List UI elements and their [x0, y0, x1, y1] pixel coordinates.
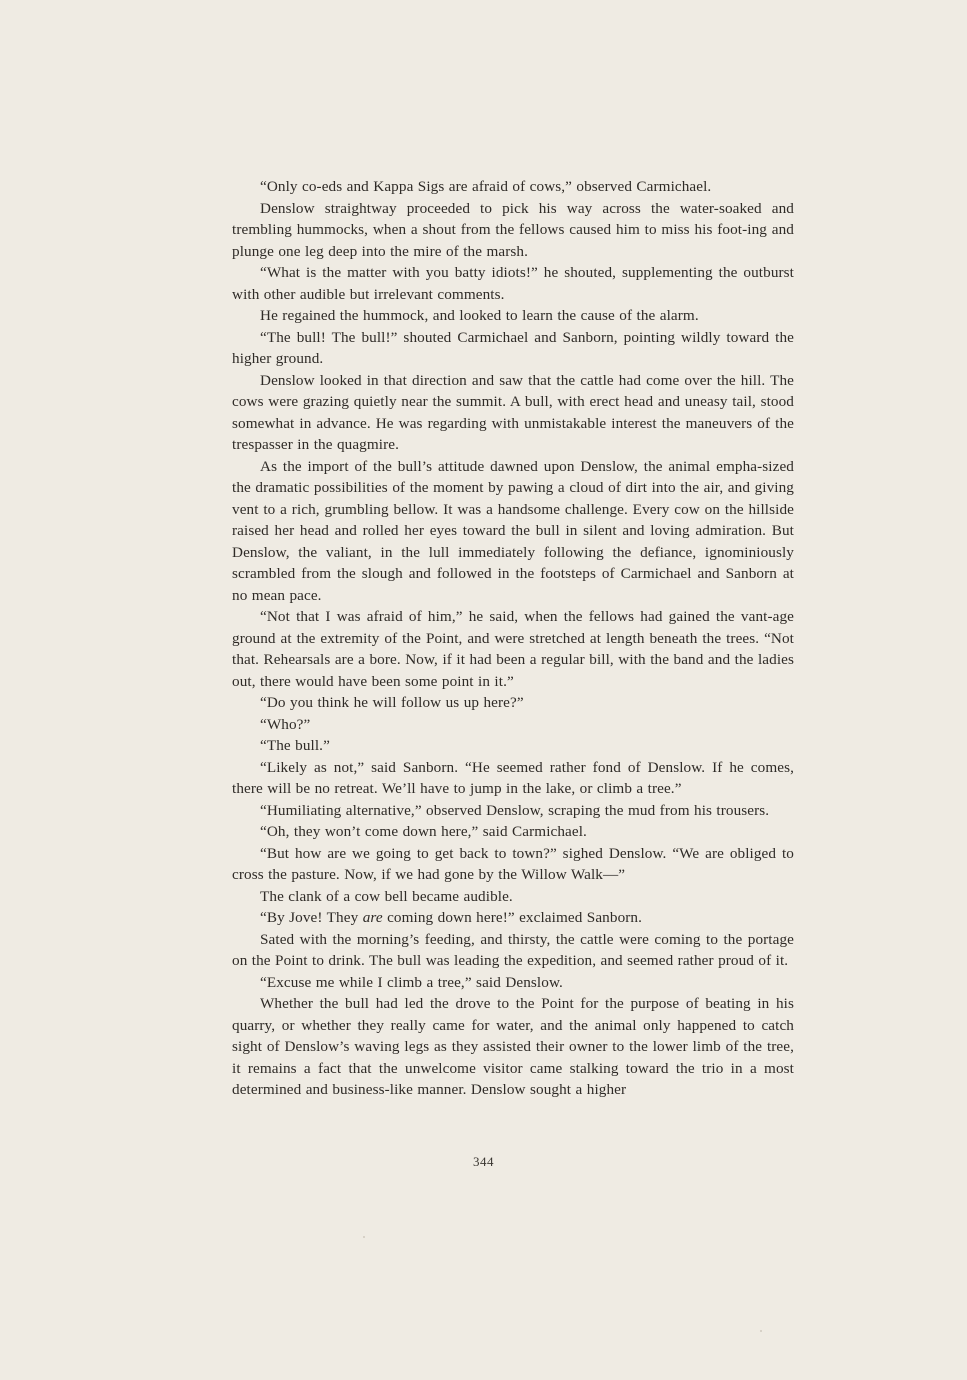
paragraph: “Oh, they won’t come down here,” said Carmichael. [260, 823, 587, 840]
paragraph: As the import of the bull’s attitude dawned upon Denslow, the animal empha-sized the dramatic possibilities of the moment by pawing a cloud of dirt into the air, and giving vent to a rich, grumbling bellow. It was a handsome challenge. Every cow on the hillside raised her head and rolled her eyes toward the bull in silent and loving admiration. But Denslow, the valiant, in the lull immediately following the defiance, ignominiously scrambled from the slough and followed in the footsteps of Carmichael and Sanborn at no mean pace. [232, 457, 794, 604]
paragraph: Sated with the morning’s feeding, and thirsty, the cattle were coming to the portage on the Point to drink. The bull was leading the expedition, and seemed rather proud of it. [232, 930, 794, 969]
by-jove-before: “By Jove! They [260, 909, 363, 926]
paragraph: “But how are we going to get back to town?” sighed Denslow. “We are obliged to cross the pasture. Now, if we had gone by the Willow Walk—” [232, 844, 794, 883]
paper-speck [363, 1236, 365, 1238]
emphasis-word: are [362, 909, 383, 926]
paragraph: “Only co-eds and Kappa Sigs are afraid of cows,” observed Carmichael. [260, 178, 712, 195]
paper-speck [760, 1330, 762, 1332]
paragraph: The clank of a cow bell became audible. [260, 887, 513, 905]
paragraph: Denslow looked in that direction and saw that the cattle had come over the hill. The cows were grazing quietly near the summit. A bull, with erect head and uneasy tail, stood somewhat in advance. He was regarding with unmistakable interest the maneuvers of the trespasser in the quagmire. [232, 371, 794, 453]
paragraph: Denslow straightway proceeded to pick his way across the water-soaked and trembling hummocks, when a shout from the fellows caused him to miss his foot-ing and plunge one leg deep into the mire of the marsh. [232, 199, 794, 260]
body-text [232, 176, 794, 1101]
paragraph: Whether the bull had led the drove to the Point for the purpose of beating in his quarry, or whether they really came for water, and the animal only happened to catch sight of Denslow’s waving legs as they assisted their owner to the lower limb of the tree, it remains a fact that the unwelcome visitor came stalking toward the trio in a most determined and business-like manner. Denslow sought a higher [232, 995, 794, 1098]
paragraph: “Likely as not,” said Sanborn. “He seemed rather fond of Denslow. If he comes, there will be no retreat. We’ll have to jump in the lake, or climb a tree.” [232, 758, 794, 797]
by-jove-after: coming down here!” exclaimed Sanborn. [382, 909, 643, 926]
paragraph: “What is the matter with you batty idiots!” he shouted, supplementing the outburst with other audible but irrelevant comments. [232, 264, 794, 303]
paragraph-with-emphasis [232, 907, 794, 929]
paragraph: “The bull! The bull!” shouted Carmichael and Sanborn, pointing wildly toward the higher ground. [232, 328, 794, 367]
paragraph: “Excuse me while I climb a tree,” said Denslow. [260, 973, 563, 991]
page-number: 344 [473, 1154, 494, 1169]
paragraph: “Do you think he will follow us up here?” [260, 694, 524, 711]
paragraph: “Not that I was afraid of him,” he said, when the fellows had gained the vant-age ground at the extremity of the Point, and were stretched at length beneath the trees. “Not that. Rehearsals are a bore. Now, if it had been a regular bill, with the band and the ladies out, there would have been some point in it.” [232, 608, 794, 690]
paragraph: “Humiliating alternative,” observed Denslow, scraping the mud from his trousers. [260, 801, 770, 819]
paragraph: He regained the hummock, and looked to learn the cause of the alarm. [260, 307, 699, 324]
paragraph: “Who?” [260, 715, 311, 733]
paragraph: “The bull.” [260, 737, 330, 754]
